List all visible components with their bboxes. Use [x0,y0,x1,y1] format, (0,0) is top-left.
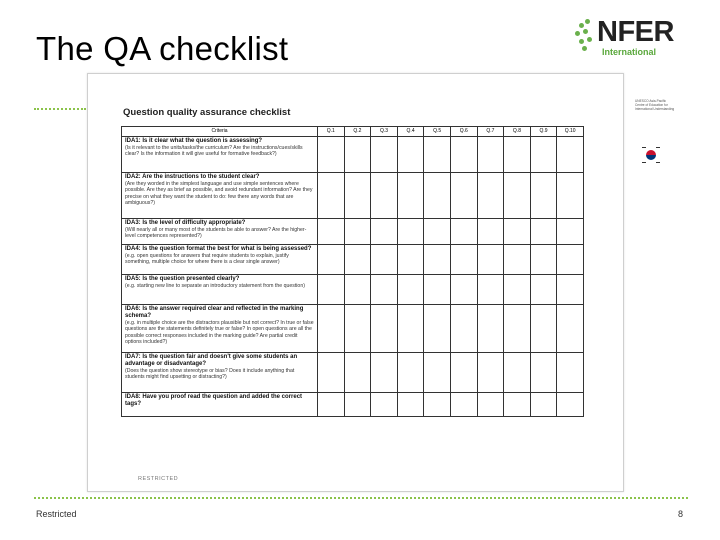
criteria-question: IDA5: Is the question presented clearly? [125,276,240,282]
checklist-cell [344,393,371,417]
checklist-cell [344,245,371,275]
checklist-cell [371,393,398,417]
column-header: Q.3 [371,127,398,137]
logo-dots-icon [575,19,595,53]
checklist-cell [397,353,424,393]
criteria-cell [122,219,318,245]
checklist-cell [450,245,477,275]
checklist-cell [371,219,398,245]
checklist-cell [504,353,531,393]
checklist-cell [397,393,424,417]
logo-subtitle: International [602,47,657,57]
table-header-row [122,127,584,137]
checklist-cell [530,393,557,417]
checklist-cell [424,393,451,417]
page-number: 8 [678,509,684,519]
checklist-cell [477,137,504,173]
criteria-cell [122,275,318,305]
criteria-question: IDA8: Have you proof read the question and added the correct tags? [125,394,303,407]
checklist-cell [318,137,345,173]
checklist-cell [477,305,504,353]
checklist-cell [450,393,477,417]
column-header: Q.8 [504,127,531,137]
table-row [122,245,584,275]
criteria-question: IDA7: Is the question fair and doesn't give some students an advantage or disadvantage? [125,354,298,367]
checklist-cell [504,219,531,245]
checklist-cell [450,353,477,393]
checklist-cell [424,173,451,219]
checklist-cell [557,305,584,353]
partner-emblem [633,144,683,214]
footer-restricted: Restricted [36,509,77,519]
table-row [122,353,584,393]
column-header: Q.1 [318,127,345,137]
table-row [122,137,584,173]
checklist-cell [371,353,398,393]
logo-brand: NFER [597,16,674,48]
checklist-cell [557,393,584,417]
criteria-detail: (Does the question show stereotype or bias? Does it include anything that students might find upsetting or distracting?) [125,368,295,381]
criteria-detail: (Is it relevant to the units/tasks/the curriculum? Are the instructions/cues/skills clear? Is the information it will give useful for formative feedback?) [125,145,303,158]
checklist-cell [504,305,531,353]
checklist-cell [504,245,531,275]
checklist-cell [530,275,557,305]
checklist-cell [477,393,504,417]
criteria-question: IDA1: Is it clear what the question is assessing? [125,138,263,144]
checklist-cell [424,245,451,275]
checklist-cell [530,353,557,393]
criteria-detail: (Are they worded in the simplest language and use simple sentences where possible. Are they as brief as possible, and avoid redundant information? Are they precise on what they want the student to do: few there any words that are ambiguous?) [125,181,313,206]
checklist-cell [424,353,451,393]
document-restricted-label: RESTRICTED [138,476,179,482]
criteria-question: IDA3: Is the level of difficulty appropriate? [125,220,246,226]
criteria-question: IDA4: Is the question format the best for what is being assessed? [125,246,312,252]
column-header: Criteria [122,127,318,137]
checklist-document [87,73,675,492]
criteria-cell [122,245,318,275]
criteria-cell [122,173,318,219]
checklist-cell [504,275,531,305]
criteria-cell [122,305,318,353]
slide-title: The QA checklist [36,30,289,67]
checklist-cell [344,173,371,219]
checklist-cell [318,275,345,305]
checklist-cell [530,137,557,173]
column-header: Q.7 [477,127,504,137]
checklist-cell [371,173,398,219]
checklist-cell [318,245,345,275]
checklist-cell [530,173,557,219]
checklist-cell [424,219,451,245]
checklist-cell [318,353,345,393]
top-divider [34,108,86,110]
checklist-cell [424,137,451,173]
document-title: Question quality assurance checklist [123,107,291,118]
checklist-cell [318,173,345,219]
criteria-detail: (e.g. in multiple choice are the distractors plausible but not correct? In true or false questions are the statements definitely true or false? In open questions are all the possible correct responses included in the marking guide? Are partial credit options included?) [125,320,314,345]
checklist-cell [477,275,504,305]
criteria-question: IDA2: Are the instructions to the student clear? [125,174,260,180]
checklist-cell [424,305,451,353]
checklist-cell [557,353,584,393]
checklist-cell [344,305,371,353]
checklist-cell [344,275,371,305]
table-row [122,219,584,245]
column-header: Q.5 [424,127,451,137]
criteria-detail: (e.g. open questions for answers that require students to explain, justify something, multiple choice for where there is a clear single answer) [125,253,289,266]
table-row [122,393,584,417]
checklist-cell [477,219,504,245]
checklist-cell [344,353,371,393]
checklist-cell [371,275,398,305]
emblem-caption: UNESCO Asia-Pacific Centre of Education for International Understanding [635,99,675,112]
table-row [122,173,584,219]
checklist-cell [530,219,557,245]
bottom-divider [34,497,688,499]
checklist-cell [318,219,345,245]
column-header: Q.4 [397,127,424,137]
column-header: Q.10 [557,127,584,137]
checklist-cell [450,275,477,305]
nfer-logo [575,17,690,57]
checklist-cell [504,393,531,417]
checklist-cell [344,137,371,173]
checklist-cell [450,305,477,353]
checklist-cell [477,245,504,275]
checklist-cell [424,275,451,305]
criteria-detail: (Will nearly all or many most of the students be able to answer? Are the higher-level competences represented?) [125,227,307,240]
criteria-cell [122,393,318,417]
checklist-cell [450,137,477,173]
checklist-cell [397,219,424,245]
criteria-cell [122,137,318,173]
checklist-cell [504,137,531,173]
column-header: Q.9 [530,127,557,137]
checklist-cell [530,245,557,275]
checklist-cell [344,219,371,245]
checklist-cell [557,275,584,305]
checklist-cell [371,137,398,173]
checklist-cell [371,305,398,353]
checklist-cell [557,173,584,219]
checklist-cell [397,245,424,275]
checklist-cell [504,173,531,219]
checklist-cell [397,137,424,173]
column-header: Q.6 [450,127,477,137]
criteria-cell [122,353,318,393]
checklist-cell [450,173,477,219]
checklist-cell [318,393,345,417]
checklist-cell [371,245,398,275]
checklist-cell [397,305,424,353]
checklist-cell [397,275,424,305]
criteria-question: IDA6: Is the answer required clear and reflected in the marking schema? [125,306,304,319]
checklist-cell [530,305,557,353]
checklist-cell [557,219,584,245]
checklist-cell [318,305,345,353]
checklist-cell [397,173,424,219]
column-header: Q.2 [344,127,371,137]
table-row [122,305,584,353]
checklist-cell [557,137,584,173]
checklist-cell [450,219,477,245]
checklist-cell [477,353,504,393]
table-row [122,275,584,305]
korea-flag-icon [641,144,661,166]
checklist-cell [477,173,504,219]
checklist-cell [557,245,584,275]
qa-checklist-table [121,126,584,417]
criteria-detail: (e.g. starting new line to separate an introductory statement from the question) [125,283,305,289]
